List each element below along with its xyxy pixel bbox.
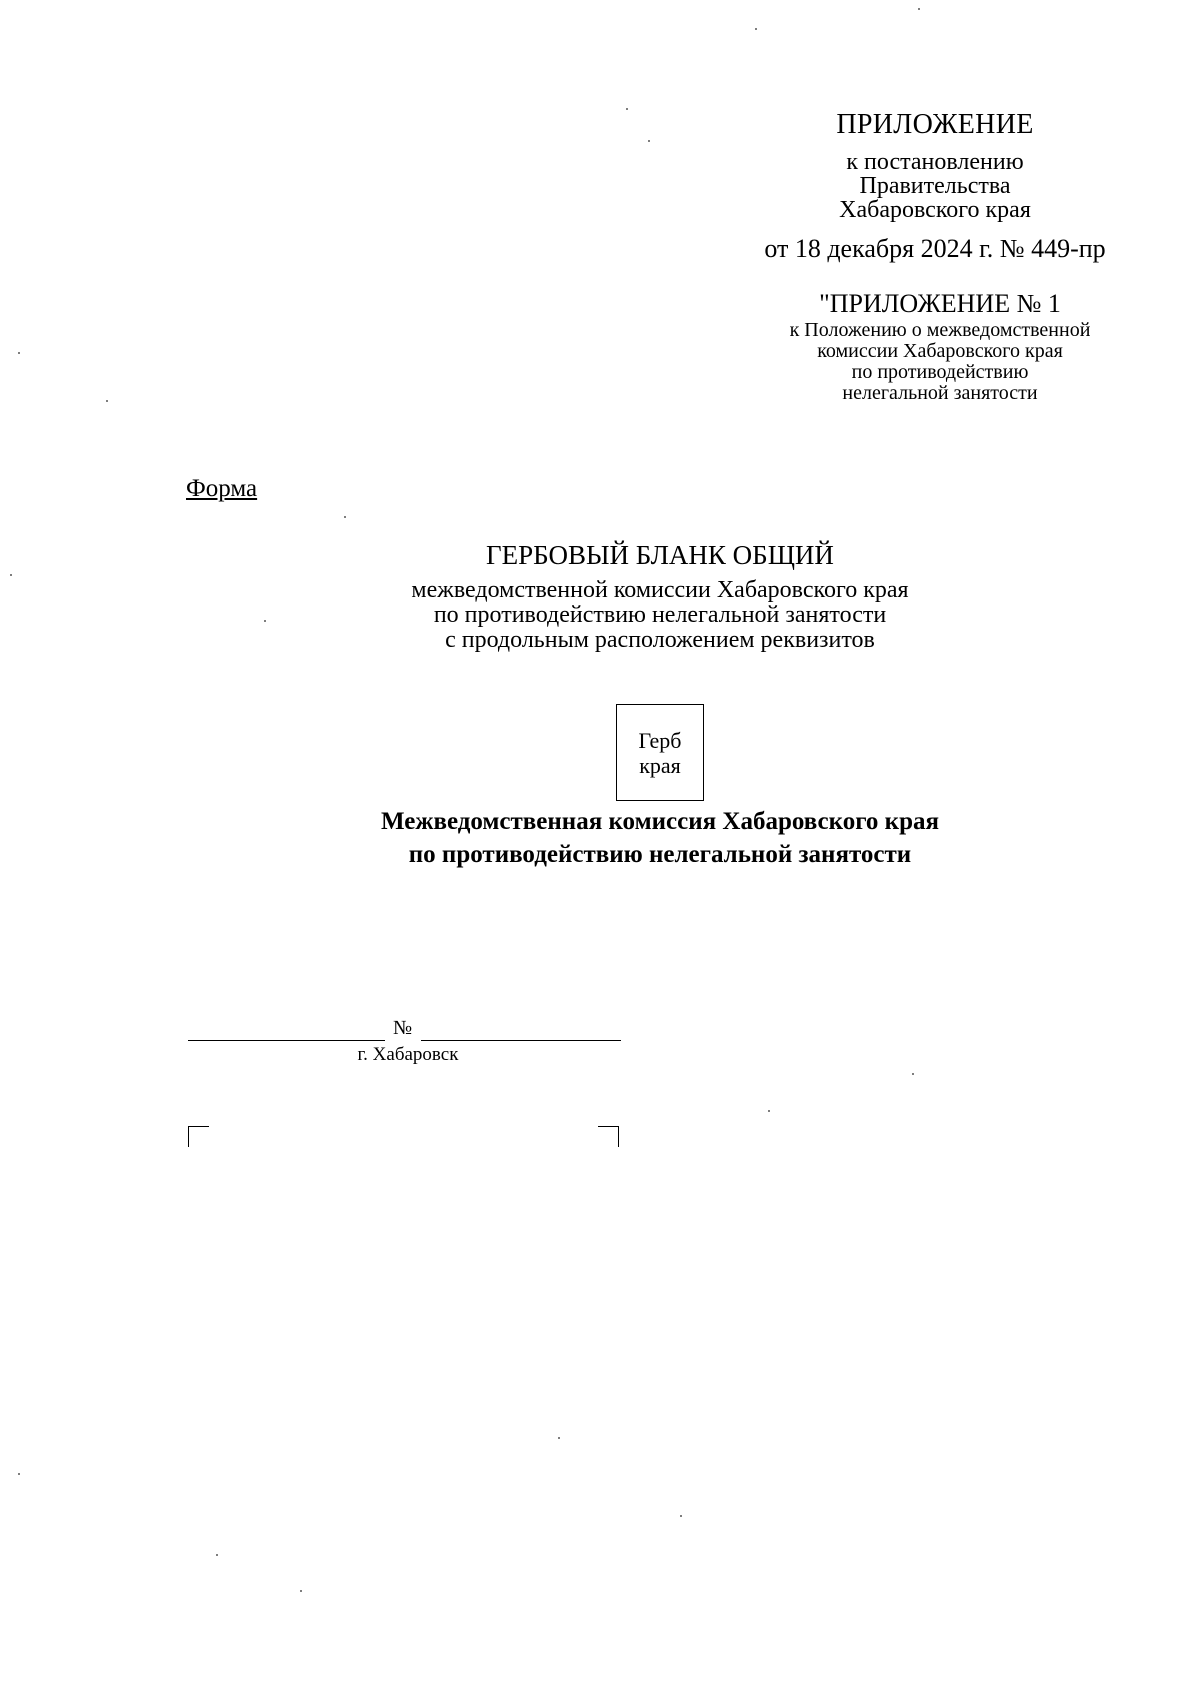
coat-of-arms-label-line: края <box>639 752 681 778</box>
scan-speck <box>626 108 628 110</box>
commission-name-line: Межведомственная комиссия Хабаровского края <box>380 808 940 835</box>
appendix-reference-line: комиссии Хабаровского края <box>817 340 1063 362</box>
appendix-region: Хабаровского края <box>839 197 1031 223</box>
appendix-to-resolution: к постановлению <box>846 149 1024 175</box>
blank-subtitle-line: по противодействию нелегальной занятости <box>433 602 887 628</box>
blank-subtitle-line: межведомственной комиссии Хабаровского края <box>411 577 909 603</box>
scan-speck <box>344 516 346 518</box>
form-label: Форма <box>186 475 258 502</box>
appendix-date-number: от 18 декабря 2024 г. № 449-пр <box>764 234 1106 263</box>
coat-of-arms-placeholder <box>616 704 704 801</box>
coat-of-arms-label-line: Герб <box>638 727 682 753</box>
commission-name <box>280 805 1040 871</box>
scan-speck <box>768 1110 770 1112</box>
scan-speck <box>264 620 266 622</box>
appendix-reference-line: нелегальной занятости <box>842 382 1038 404</box>
appendix-reference <box>735 288 1145 404</box>
date-blank-line <box>188 1040 385 1041</box>
registration-city: г. Хабаровск <box>357 1044 459 1065</box>
appendix-reference-line: по противодействию <box>851 361 1029 383</box>
scan-speck <box>755 28 757 30</box>
scan-speck <box>216 1554 218 1556</box>
number-sign: № <box>393 1017 413 1039</box>
commission-name-line: по противодействию нелегальной занятости <box>408 841 912 868</box>
registration-row <box>188 1012 628 1042</box>
scan-speck <box>300 1590 302 1592</box>
scan-speck <box>18 1473 20 1475</box>
appendix-reference-title: "ПРИЛОЖЕНИЕ № 1 <box>819 289 1061 318</box>
appendix-header <box>730 108 1140 264</box>
scan-speck <box>918 8 920 10</box>
scan-speck <box>912 1073 914 1075</box>
number-blank-line <box>421 1040 621 1041</box>
address-corner-right <box>598 1126 619 1147</box>
blank-heading <box>300 538 1020 653</box>
scan-speck <box>558 1437 560 1439</box>
scan-speck <box>106 400 108 402</box>
appendix-government: Правительства <box>859 173 1011 199</box>
blank-title: ГЕРБОВЫЙ БЛАНК ОБЩИЙ <box>486 540 834 570</box>
appendix-title: ПРИЛОЖЕНИЕ <box>836 109 1034 140</box>
appendix-reference-line: к Положению о межведомственной <box>789 319 1091 341</box>
scan-speck <box>648 140 650 142</box>
scan-speck <box>10 574 12 576</box>
blank-subtitle-line: с продольным расположением реквизитов <box>445 627 875 653</box>
scan-speck <box>680 1515 682 1517</box>
scan-speck <box>18 352 20 354</box>
address-corner-left <box>188 1126 209 1147</box>
